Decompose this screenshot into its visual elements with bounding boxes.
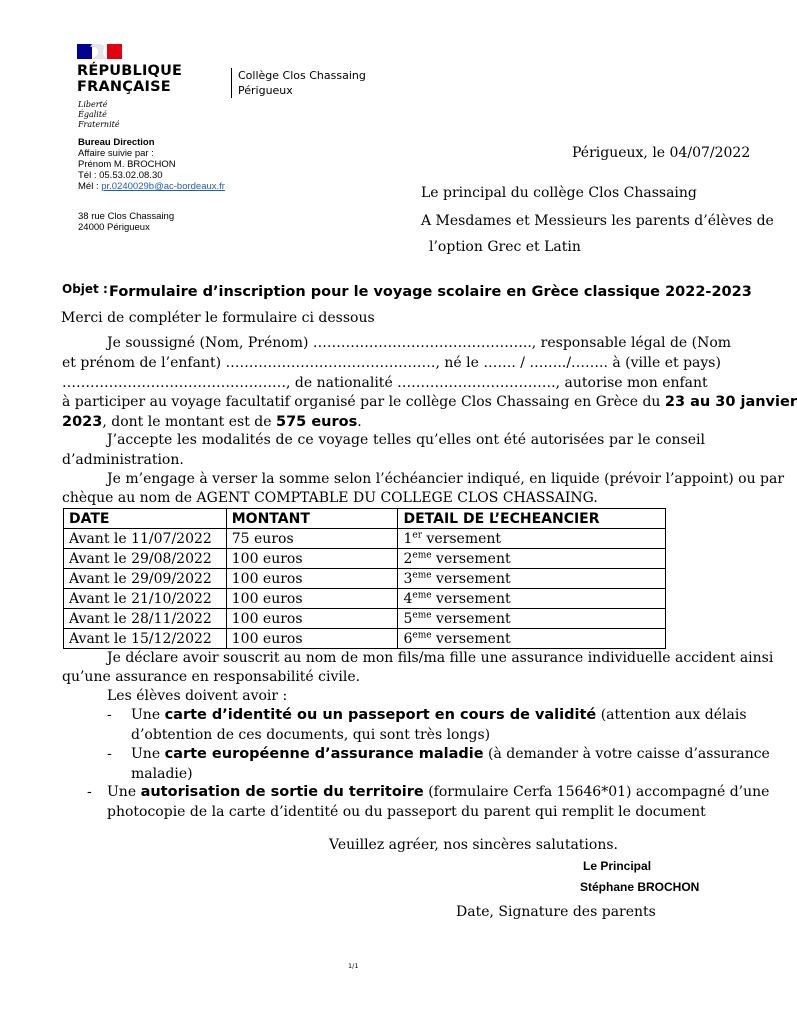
signatory-title: Le Principal <box>583 859 652 873</box>
place-date: Périgueux, le 04/07/2022 <box>572 145 751 161</box>
bullet-dash: - <box>107 746 112 762</box>
recipient-from: Le principal du collège Clos Chassaing <box>421 185 697 201</box>
republic-motto: Liberté Égalité Fraternité <box>78 100 120 129</box>
table-row: Avant le 15/12/2022 100 euros 6eme versement <box>64 629 666 649</box>
subject-title: Formulaire d’inscription pour le voyage scolaire en Grèce classique 2022-2023 <box>109 284 752 300</box>
sender-block: Bureau Direction Affaire suivie par : Prénom M. BROCHON Tél : 05.53.02.08.30 Mél : pr.0240029b@ac-bordeaux.fr <box>78 137 225 192</box>
table-header-row <box>64 509 666 529</box>
header-amount: MONTANT <box>226 509 398 529</box>
insurance-line-1: Je déclare avoir souscrit au nom de mon fils/ma fille une assurance individuelle accident ainsi <box>107 650 774 666</box>
page-number: 1/1 <box>348 962 359 970</box>
college-name: Collège Clos Chassaing Périgueux <box>238 69 366 97</box>
sender-address: 38 rue Clos Chassaing 24000 Périgueux <box>78 211 175 233</box>
insurance-line-2: qu’une assurance en responsabilité civile. <box>62 669 361 685</box>
recipient-to: A Mesdames et Messieurs les parents d’élèves de <box>421 213 774 229</box>
trip-amount: 575 euros <box>276 414 358 430</box>
recipient-to-option: l’option Grec et Latin <box>429 239 581 255</box>
table-row: Avant le 11/07/2022 75 euros 1er versement <box>64 529 666 549</box>
requirement-item-1: Une carte d’identité ou un passeport en cours de validité (attention aux délais <box>131 707 747 723</box>
subject-label: Objet : <box>62 282 108 296</box>
requirement-item-3: Une autorisation de sortie du territoire (formulaire Cerfa 15646*01) accompagné d’une <box>107 784 770 800</box>
accept-line-2: d’administration. <box>62 452 184 468</box>
payment-line-2: chèque au nom de AGENT COMPTABLE DU COLLEGE CLOS CHASSAING. <box>62 490 598 506</box>
intro-text: Merci de compléter le formulaire ci dessous <box>61 310 375 326</box>
requirement-item-2: Une carte européenne d’assurance maladie (à demander à votre caisse d’assurance <box>131 746 770 762</box>
signatory-name: Stéphane BROCHON <box>580 880 700 894</box>
table-row: Avant le 28/11/2022 100 euros 5eme versement <box>64 609 666 629</box>
accept-line-1: J’accepte les modalités de ce voyage telles qu’elles ont été autorisées par le conseil <box>107 432 705 448</box>
header-date: DATE <box>64 509 227 529</box>
table-row: Avant le 21/10/2022 100 euros 4eme versement <box>64 589 666 609</box>
form-line-2: et prénom de l’enfant) ………………………………………, né le ……. / ……../…….. à (ville et pays) <box>62 355 721 371</box>
email-link[interactable]: pr.0240029b@ac-bordeaux.fr <box>101 181 225 192</box>
header-detail: DETAIL DE L’ECHEANCIER <box>398 509 666 529</box>
form-line-5: 2023, dont le montant est de 575 euros. <box>62 414 362 430</box>
trip-dates: 23 au 30 janvier <box>664 394 797 410</box>
table-row: Avant le 29/08/2022 100 euros 2eme versement <box>64 549 666 569</box>
parents-signature-label: Date, Signature des parents <box>456 904 656 920</box>
requirements-intro: Les élèves doivent avoir : <box>107 688 288 704</box>
table-row: Avant le 29/09/2022 100 euros 3eme versement <box>64 569 666 589</box>
bullet-dash: - <box>87 784 92 800</box>
payment-schedule-table <box>63 508 666 649</box>
republique-francaise-title: RÉPUBLIQUE FRANÇAISE <box>77 63 183 95</box>
form-line-1: Je soussigné (Nom, Prénom) ……………………………………….., responsable légal de (Nom <box>107 335 732 351</box>
marianne-flag-logo <box>77 44 122 59</box>
requirement-item-2-cont: maladie) <box>131 766 193 782</box>
requirement-item-1-cont: d’obtention de ces documents, qui sont très longs) <box>131 727 491 743</box>
form-line-3: …………………………………………, de nationalité ……………………………., autorise mon enfant <box>62 375 708 391</box>
requirement-item-3-cont: photocopie de la carte d’identité ou du passeport du parent qui remplit le document <box>107 804 706 820</box>
closing-salutation: Veuillez agréer, nos sincères salutations. <box>329 837 618 853</box>
form-line-4: à participer au voyage facultatif organisé par le collège Clos Chassaing en Grèce du 23 au 30 janvier <box>62 394 797 410</box>
payment-line-1: Je m’engage à verser la somme selon l’échéancier indiqué, en liquide (prévoir l’appoint) ou par <box>107 471 785 487</box>
service-name: Bureau Direction <box>78 137 155 148</box>
header-divider <box>231 68 232 98</box>
bullet-dash: - <box>107 707 112 723</box>
